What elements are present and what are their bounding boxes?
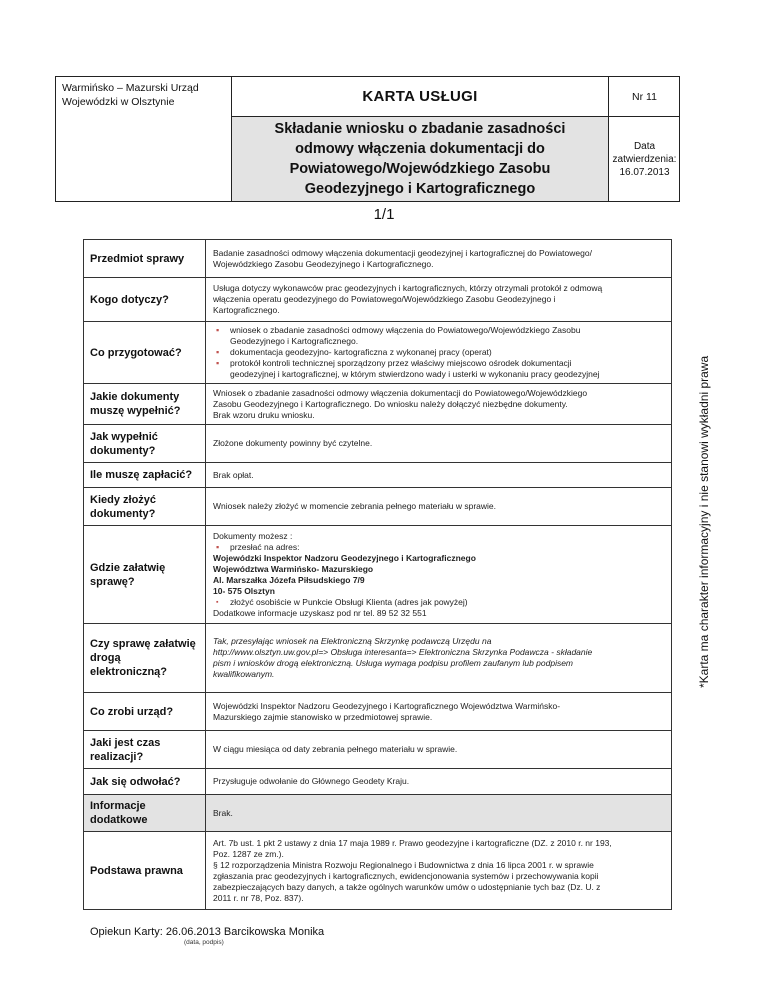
- card-title: KARTA USŁUGI: [232, 77, 609, 117]
- office-name: [56, 77, 232, 201]
- row-value: Złożone dokumenty powinny być czytelne.: [206, 425, 672, 463]
- bullet-list: [213, 542, 664, 553]
- list-item: ▪ protokół kontroli technicznej sporządzony przez właściwy miejscowo ośrodek dokumentacji geodezyjnej i kartograficznej, w którym stwierdzono wady i usterki w wykonaniu pracy geodezyjnej: [213, 358, 664, 380]
- row-value: Wojewódzki Inspektor Nadzoru Geodezyjnego i Kartograficznego Województwa Warmińsko- Mazurskiego zajmie stanowisko w przedmiotowej sprawie.: [206, 693, 672, 731]
- header-box: [55, 76, 680, 202]
- subject-line: Geodezyjnego i Kartograficznego: [304, 181, 536, 197]
- table-row: [84, 488, 672, 526]
- list-item: ▪ dokumentacja geodezyjno- kartograficzna z wykonanej pracy (operat): [213, 347, 664, 358]
- row-value: Brak opłat.: [206, 463, 672, 488]
- row-value: Badanie zasadności odmowy włączenia dokumentacji geodezyjnej i kartograficznej do Powiatowego/ Wojewódzkiego Zasobu Geodezyjnego i Kartograficznego.: [206, 240, 672, 278]
- bullet-list: [213, 325, 664, 380]
- table-row: [84, 384, 672, 425]
- row-label: Jak wypełnić dokumenty?: [84, 425, 206, 463]
- address-line: 10- 575 Olsztyn: [213, 585, 275, 596]
- row-value: [206, 322, 672, 384]
- subject-line: Składanie wniosku o zbadanie zasadności: [274, 121, 566, 137]
- page-indicator: 1/1: [373, 206, 395, 223]
- list-item: ▪ przesłać na adres:: [213, 542, 664, 553]
- approval-date-label: Data zatwierdzenia:: [612, 140, 677, 165]
- row-label: Czy sprawę załatwię drogą elektroniczną?: [84, 624, 206, 693]
- row-value: Usługa dotyczy wykonawców prac geodezyjnych i kartograficznych, którzy otrzymali protokół z odmową włączenia operatu geodezyjnego do Powiatowego/Wojewódzkiego Zasobu Geodezyjnego i Kartograficznego.: [206, 278, 672, 322]
- address-line: Województwa Warmińsko- Mazurskiego: [213, 563, 374, 574]
- row-label: Co przygotować?: [84, 322, 206, 384]
- table-row: [84, 526, 672, 624]
- row-label: Informacje dodatkowe: [84, 795, 206, 832]
- table-row: [84, 463, 672, 488]
- row-value: Wniosek o zbadanie zasadności odmowy włączenia dokumentacji do Powiatowego/Wojewódzkiego Zasobu Geodezyjnego i Kartograficznego. Do wniosku należy dołączyć niezbędne dokumenty. Brak wzoru druku wniosku.: [206, 384, 672, 425]
- row-label: Ile muszę zapłacić?: [84, 463, 206, 488]
- approval-date-value: 16.07.2013: [619, 166, 670, 178]
- row-label: Jaki jest czas realizacji?: [84, 731, 206, 769]
- table-row: [84, 322, 672, 384]
- office-name-line: Wojewódzki w Olsztynie: [62, 96, 175, 108]
- row-value: Brak.: [206, 795, 672, 832]
- card-number: Nr 11: [609, 77, 680, 117]
- row-label: Jakie dokumenty muszę wypełnić?: [84, 384, 206, 425]
- subject-line: odmowy włączenia dokumentacji do: [295, 141, 545, 157]
- row-label: Co zrobi urząd?: [84, 693, 206, 731]
- subject-line: Powiatowego/Wojewódzkiego Zasobu: [289, 161, 551, 177]
- row-value: Dokumenty możesz : ▪ przesłać na adres: Wojewódzki Inspektor Nadzoru Geodezyjnego i Kartograficznego Województwa Warmińsko- Mazurskiego Al. Marszałka Józefa Piłsudskiego 7/9 10- 575 Olsztyn ▪ złożyć osobiście w Punkcie Obsługi Klienta (adres jak powyżej) Dodatkowe informacje uzyskasz pod nr tel. 89 52 32 551: [206, 526, 672, 624]
- row-value: Art. 7b ust. 1 pkt 2 ustawy z dnia 17 maja 1989 r. Prawo geodezyjne i kartograficzne (DZ. z 2010 r. nr 193, Poz. 1287 ze zm.). § 12 rozporządzenia Ministra Rozwoju Regionalnego i Budownictwa z dnia 16 lipca 2001 r. w sprawie zgłaszania prac geodezyjnych i kartograficznych, ewidencjonowania systemów i przechowywania kopii zabezpieczających bazy danych, a także ogólnych warunków umów o udostępnianie tych baz (Dz. U. z 2011 r. nr 78, Poz. 837).: [206, 832, 672, 910]
- table-row: [84, 795, 672, 832]
- row-label: Podstawa prawna: [84, 832, 206, 910]
- list-item: ▪ wniosek o zbadanie zasadności odmowy włączenia do Powiatowego/Wojewódzkiego Zasobu Geodezyjnego i Kartograficznego.: [213, 325, 664, 347]
- row-value: W ciągu miesiąca od daty zebrania pełnego materiału w sprawie.: [206, 731, 672, 769]
- row-label: Gdzie załatwię sprawę?: [84, 526, 206, 624]
- approval-date: [609, 117, 680, 201]
- row-label: Kogo dotyczy?: [84, 278, 206, 322]
- table-row: [84, 731, 672, 769]
- row-value: Tak, przesyłając wniosek na Elektroniczną Skrzynkę podawczą Urzędu na http://www.olsztyn.uw.gov.pl=> Obsługa interesanta=> Elektroniczna Skrzynka Podawcza - składanie pism i wniosków drogą elektroniczną. Usługa wymaga podpisu profilem zaufanym lub podpisem kwalifikowanym.: [206, 624, 672, 693]
- service-table: [83, 239, 672, 910]
- card-subject: [232, 117, 609, 201]
- table-row: [84, 832, 672, 910]
- signature-caption: (data, podpis): [184, 939, 224, 946]
- card-caretaker: Opiekun Karty: 26.06.2013 Barcikowska Monika: [90, 926, 325, 938]
- table-row: [84, 693, 672, 731]
- legal-disclaimer: *Karta ma charakter informacyjny i nie stanowi wykładni prawa: [697, 355, 711, 688]
- row-value: Wniosek należy złożyć w momencie zebrania pełnego materiału w sprawie.: [206, 488, 672, 526]
- table-row: [84, 624, 672, 693]
- row-label: Jak się odwołać?: [84, 769, 206, 795]
- table-row: [84, 278, 672, 322]
- address-line: Al. Marszałka Józefa Piłsudskiego 7/9: [213, 574, 365, 585]
- table-row: [84, 769, 672, 795]
- table-row: [84, 425, 672, 463]
- row-label: Przedmiot sprawy: [84, 240, 206, 278]
- row-label: Kiedy złożyć dokumenty?: [84, 488, 206, 526]
- list-item: ▪ złożyć osobiście w Punkcie Obsługi Klienta (adres jak powyżej): [216, 596, 468, 607]
- address-line: Wojewódzki Inspektor Nadzoru Geodezyjnego i Kartograficznego: [213, 552, 476, 563]
- row-value: Przysługuje odwołanie do Głównego Geodety Kraju.: [206, 769, 672, 795]
- office-name-line: Warmińsko – Mazurski Urząd: [62, 82, 199, 94]
- table-row: [84, 240, 672, 278]
